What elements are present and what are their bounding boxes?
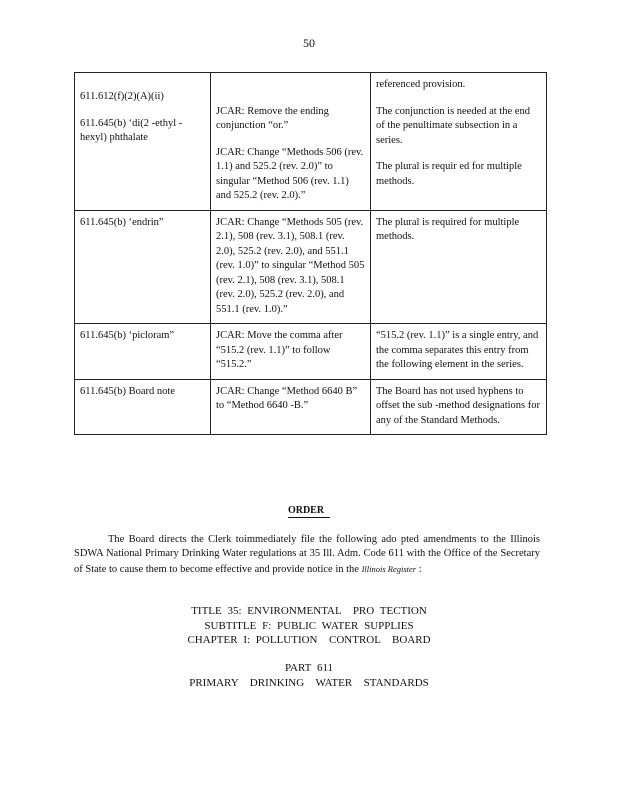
table-row — [75, 73, 547, 211]
reason-cell — [371, 73, 547, 211]
subtitle-line: SUBTITLE F: PUBLIC WATER SUPPLIES — [204, 619, 414, 632]
change-text: JCAR: Change “Methods 506 (rev. 1.1) and 525.2 (rev. 2.0)” to singular “Method 506 (rev. 1.1) and 525.2 (rev. 2.0).” — [216, 146, 364, 201]
section-cell: 611.645(b) ‘endrin” — [75, 210, 211, 324]
table-row — [75, 324, 547, 380]
register-title: Illinois Register — [361, 563, 417, 574]
reason-text: referenced provision. — [376, 79, 466, 90]
part-title: PRIMARY DRINKING WATER STANDARDS — [189, 676, 429, 689]
reason-text: The conjunction is needed at the end of the penultimate subsection in a series. — [376, 105, 530, 146]
part-number: PART 611 — [284, 662, 334, 674]
table-row — [75, 379, 547, 435]
reason-cell: The Board has not used hyphens to offset the sub -method designations for any of the Standard Methods. — [371, 379, 547, 435]
section-cell — [75, 73, 211, 211]
page-number: 50 — [303, 36, 315, 50]
title-line: TITLE 35: ENVIRONMENTAL PRO TECTION — [191, 605, 427, 617]
title-block — [0, 604, 618, 648]
section-cell: 611.645(b) ‘picloram” — [75, 324, 211, 380]
reason-cell: The plural is required for multiple methods. — [371, 210, 547, 324]
table-row — [75, 210, 547, 324]
change-cell: JCAR: Move the comma after “515.2 (rev. 1.1)” to follow “515.2.” — [211, 324, 371, 380]
chapter-line: CHAPTER I: POLLUTION CONTROL BOARD — [187, 634, 431, 646]
change-cell — [211, 73, 371, 211]
section-text: 611.645(b) ‘di(2 -ethyl - hexyl) phthalate — [80, 117, 183, 143]
order-heading: ORDER — [0, 505, 618, 516]
part-block — [0, 661, 618, 690]
section-cell: 611.645(b) Board note — [75, 379, 211, 435]
change-cell: JCAR: Change “Method 6640 B” to “Method 6640 -B.” — [211, 379, 371, 435]
order-paragraph: The Board directs the Clerk toimmediately file the following ado pted amendments to the Illinois SDWA National Primary Drinking Water regulations at 35 Ill. Adm. Code 611 with the Office of the Secretary of State to cause them to become effective and provide notice in the Illinois Register : — [74, 534, 540, 575]
reason-text: The plural is requir ed for multiple methods. — [376, 161, 522, 187]
change-cell: JCAR: Change “Methods 505 (rev. 2.1), 508 (rev. 3.1), 508.1 (rev. 2.0), 525.2 (rev. 2.0), and 551.1 (rev. 1.0)” to singular “Method 505 (rev. 2.1), 508 (rev. 3.1), 508.1 (rev. 2.0), 525.2 (rev. 2.0), and 551.1 (rev. 1.0).” — [211, 210, 371, 324]
reason-cell: “515.2 (rev. 1.1)” is a single entry, and the comma separates this entry from the following element in the series. — [371, 324, 547, 380]
section-text: 611.612(f)(2)(A)(ii) — [80, 91, 164, 102]
change-text: JCAR: Remove the ending conjunction “or.” — [216, 105, 329, 131]
corrections-table — [74, 72, 547, 435]
